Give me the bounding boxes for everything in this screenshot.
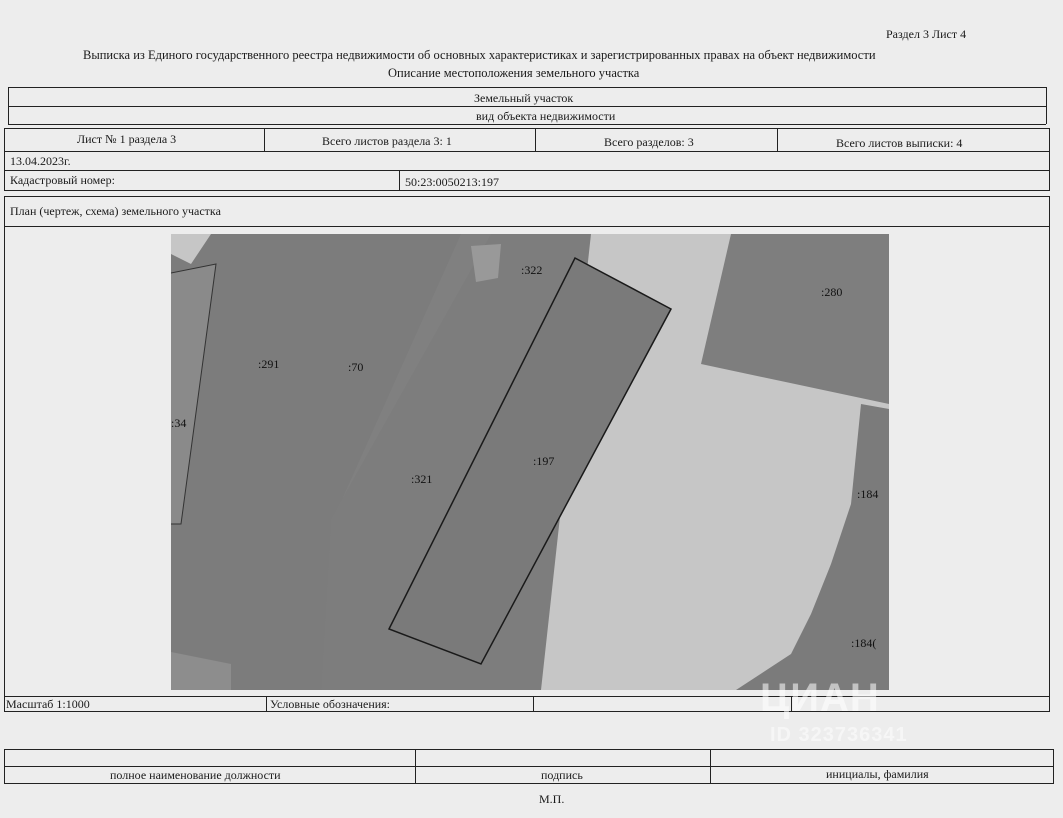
- rule: [4, 128, 5, 151]
- structure: [471, 244, 501, 282]
- total-sections: Всего разделов: 3: [604, 135, 694, 149]
- watermark-id: ID 323736341: [770, 724, 908, 746]
- rule: [4, 170, 1050, 171]
- total-sheets-section: Всего листов раздела 3: 1: [322, 134, 452, 148]
- rule: [4, 749, 5, 783]
- object-type: Земельный участок: [474, 91, 574, 105]
- section-sheet-label: Раздел 3 Лист 4: [886, 27, 967, 41]
- rule: [4, 226, 1050, 227]
- rule: [266, 696, 267, 711]
- rule: [4, 151, 1050, 152]
- rule: [1049, 196, 1050, 696]
- rule: [4, 196, 5, 696]
- document-title: Выписка из Единого государственного реестра недвижимости об основных характеристиках и зарегистрированных правах на объект недвижимости: [83, 48, 876, 62]
- document-subtitle: Описание местоположения земельного участка: [388, 66, 640, 80]
- rule: [415, 749, 416, 783]
- position-caption: полное наименование должности: [110, 768, 281, 782]
- rule: [1049, 128, 1050, 151]
- rule: [535, 128, 536, 151]
- object-type-caption: вид объекта недвижимости: [476, 109, 616, 123]
- rule: [8, 87, 1046, 88]
- rule: [710, 749, 711, 783]
- signature-caption: подпись: [541, 768, 583, 782]
- rule: [1049, 696, 1050, 711]
- rule: [399, 170, 400, 190]
- parcel-label-197: :197: [533, 454, 555, 468]
- extract-date: 13.04.2023г.: [10, 154, 71, 168]
- parcel-plan-svg: [171, 234, 889, 690]
- parcel-label-34: :34: [171, 416, 187, 430]
- scale-label: Масштаб 1:1000: [6, 697, 90, 711]
- rule: [4, 696, 1050, 697]
- rule: [4, 128, 1050, 129]
- parcel-label-70: :70: [348, 360, 364, 374]
- rule: [4, 783, 1054, 784]
- watermark-brand: ЦИАН: [760, 676, 880, 720]
- rule: [8, 106, 1046, 107]
- parcel-label-280: :280: [821, 285, 843, 299]
- rule: [777, 128, 778, 151]
- rule: [4, 196, 1050, 197]
- rule: [8, 124, 1046, 125]
- parcel-label-184: :184: [857, 487, 879, 501]
- cadastral-label: Кадастровый номер:: [10, 173, 115, 187]
- rule: [4, 711, 1050, 712]
- rule: [4, 696, 5, 711]
- rule: [264, 128, 265, 151]
- parcel-label-184b: :184(: [851, 636, 877, 650]
- rule: [1053, 749, 1054, 783]
- rule: [4, 151, 5, 190]
- parcel-label-291: :291: [258, 357, 280, 371]
- legend-label: Условные обозначения:: [270, 697, 391, 711]
- cadastral-number: 50:23:0050213:197: [405, 175, 500, 189]
- parcel-label-321: :321: [411, 472, 433, 486]
- parcel-label-322: :322: [521, 263, 543, 277]
- plan-heading: План (чертеж, схема) земельного участка: [10, 204, 221, 218]
- parcel-plan-map: [171, 234, 889, 690]
- rule: [4, 190, 1050, 191]
- name-caption: инициалы, фамилия: [826, 767, 929, 781]
- rule: [533, 696, 534, 711]
- rule: [1046, 87, 1047, 124]
- sheet-label: Лист № 1 раздела 3: [77, 132, 177, 146]
- rule: [8, 87, 9, 124]
- rule: [1049, 151, 1050, 190]
- stamp-mark: М.П.: [539, 792, 565, 806]
- total-sheets-extract: Всего листов выписки: 4: [836, 136, 963, 150]
- rule: [4, 749, 1054, 750]
